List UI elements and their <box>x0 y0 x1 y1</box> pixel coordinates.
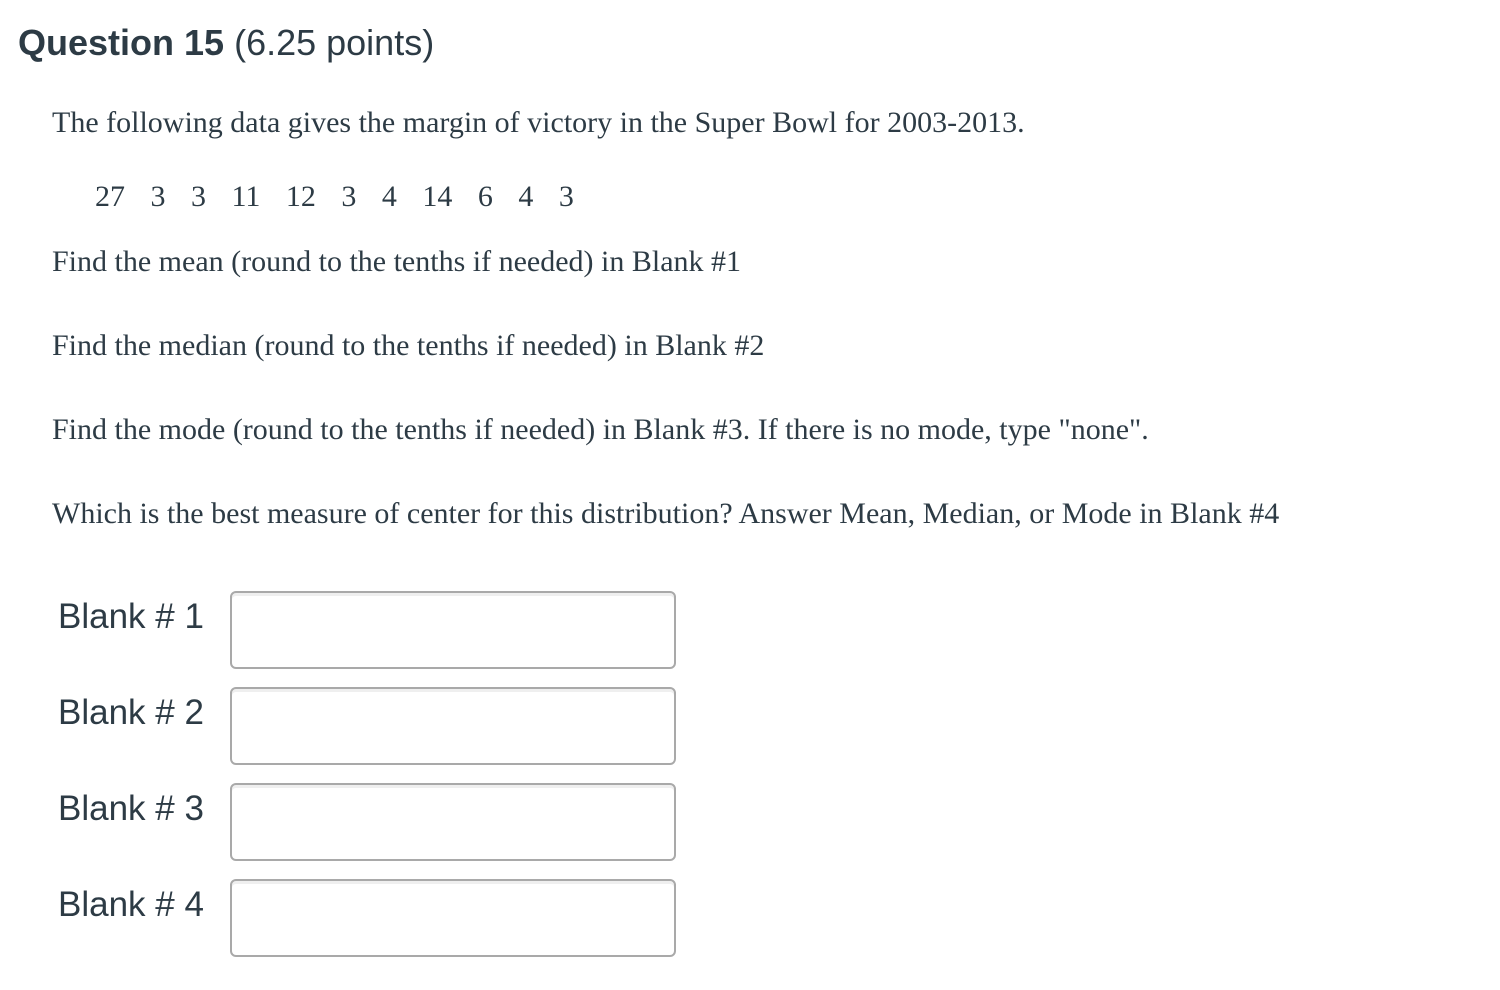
data-value: 3 <box>558 180 574 213</box>
blank-4-input[interactable] <box>230 879 676 957</box>
blank-label-4: Blank # 4 <box>58 885 204 924</box>
data-value: 27 <box>95 180 125 213</box>
question-points: (6.25 points) <box>234 22 435 63</box>
question-intro: The following data gives the margin of victory in the Super Bowl for 2003-2013. <box>52 106 1025 139</box>
data-value: 4 <box>518 180 534 213</box>
question-header <box>18 22 434 64</box>
data-value: 3 <box>150 180 166 213</box>
instruction-median: Find the median (round to the tenths if needed) in Blank #2 <box>52 329 765 362</box>
blank-2-input[interactable] <box>230 687 676 765</box>
data-values <box>95 180 592 214</box>
data-value: 14 <box>422 180 453 213</box>
data-value: 3 <box>341 180 357 213</box>
data-value: 4 <box>381 180 397 213</box>
data-value: 11 <box>231 180 261 213</box>
blank-1-input[interactable] <box>230 591 676 669</box>
instruction-mode: Find the mode (round to the tenths if needed) in Blank #3. If there is no mode, type "none". <box>52 413 1149 446</box>
data-value: 6 <box>477 180 493 213</box>
blank-label-3: Blank # 3 <box>58 789 204 828</box>
question-title: Question 15 <box>18 22 225 63</box>
blank-3-input[interactable] <box>230 783 676 861</box>
blank-label-2: Blank # 2 <box>58 693 204 732</box>
instruction-mean: Find the mean (round to the tenths if needed) in Blank #1 <box>52 245 742 278</box>
data-value: 12 <box>285 180 316 213</box>
data-value: 3 <box>191 180 206 213</box>
instruction-best-measure: Which is the best measure of center for this distribution? Answer Mean, Median, or Mode in Blank #4 <box>52 497 1280 530</box>
blank-label-1: Blank # 1 <box>58 597 204 636</box>
